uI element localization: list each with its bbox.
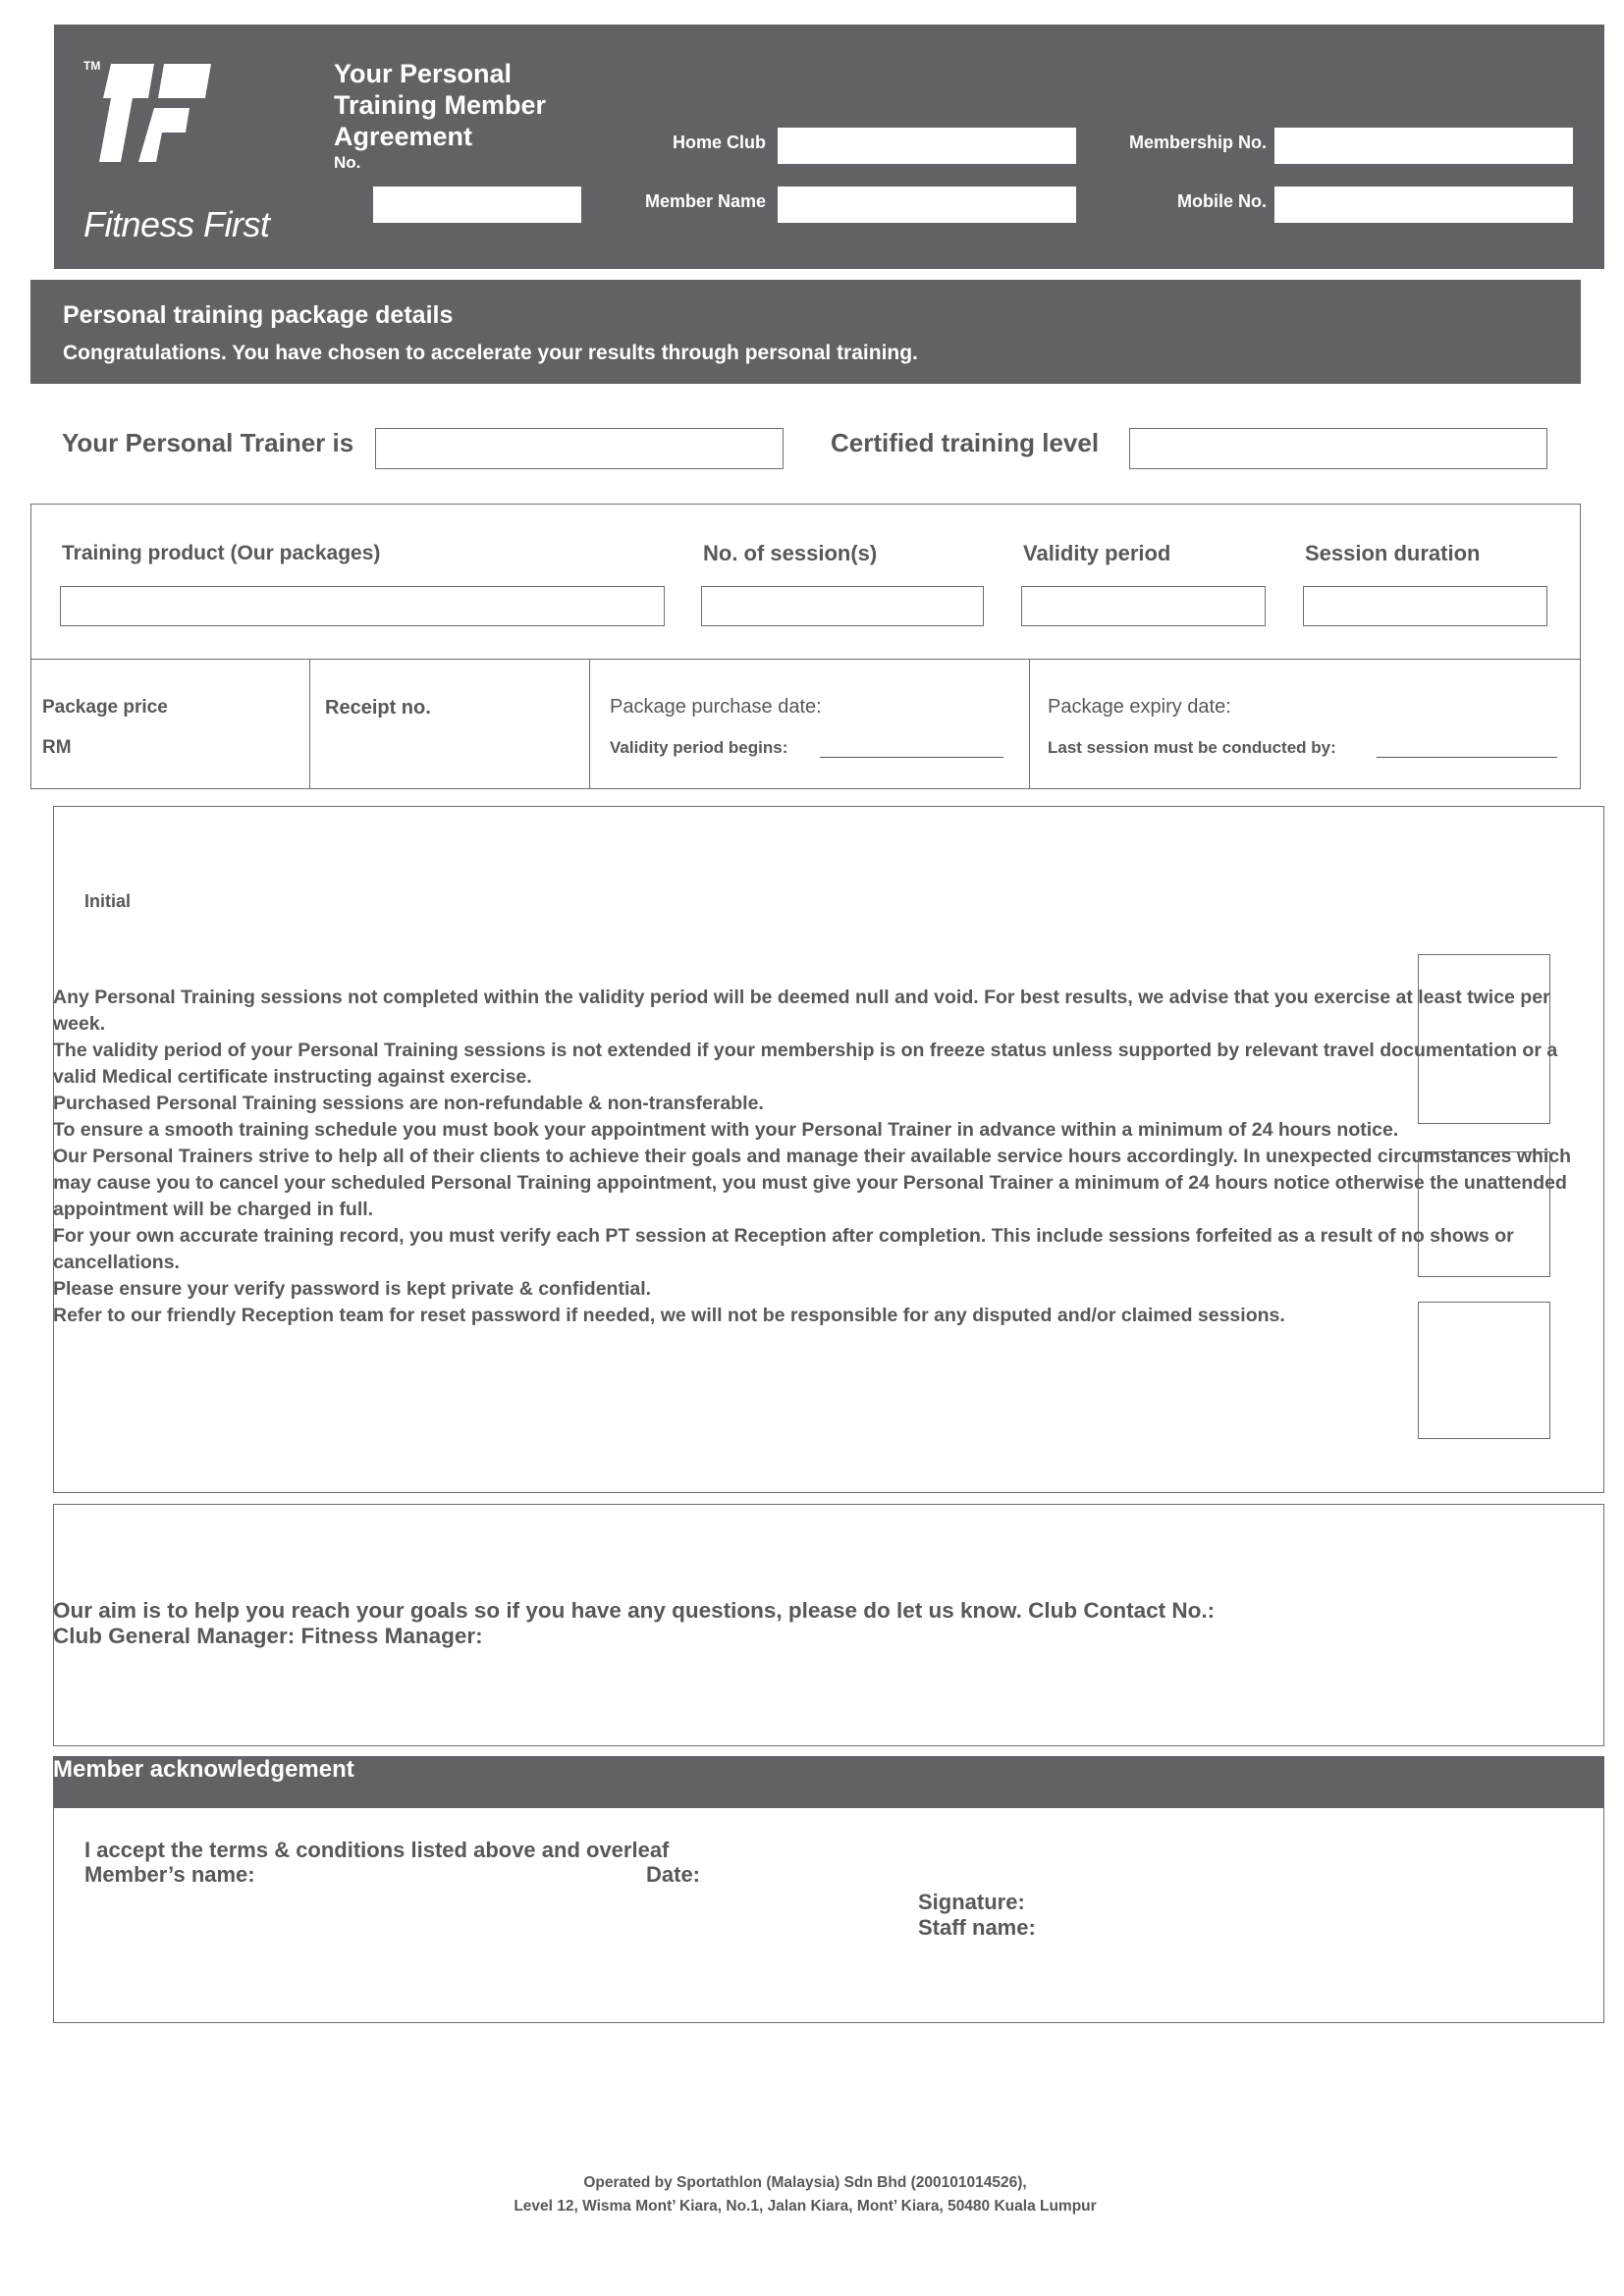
contact-line-1: Our aim is to help you reach your goals so if you have any questions, please do let us know. Club Contact No.:	[53, 1598, 1216, 1623]
membership-no-label: Membership No.	[1128, 133, 1267, 152]
fitness-first-logo	[83, 59, 280, 255]
training-product-suffix: (Our packages)	[230, 542, 381, 564]
last-session-label: Last session must be conducted by:	[1048, 738, 1336, 757]
date-label: Date:	[646, 1862, 701, 1887]
agreement-no-field[interactable]	[373, 187, 581, 223]
currency-label: RM	[42, 737, 72, 758]
logo-wordmark: Fitness First	[83, 204, 270, 244]
footer-line-2: Level 12, Wisma Mont’ Kiara, No.1, Jalan Kiara, Mont’ Kiara, 50480 Kuala Lumpur	[514, 2198, 1097, 2215]
trademark-label: TM	[83, 59, 101, 73]
title-line-1: Your Personal	[334, 59, 513, 88]
member-name-ack-label: Member’s name:	[84, 1862, 255, 1887]
package-banner-title: Personal training package details	[63, 301, 454, 329]
member-name-field[interactable]	[778, 187, 1076, 223]
acknowledgement-title: Member acknowledgement	[53, 1756, 354, 1783]
validity-begins-line[interactable]	[820, 757, 1003, 758]
purchase-divider-2	[589, 659, 590, 789]
purchase-date-label: Package purchase date:	[610, 696, 822, 718]
member-name-label: Member Name	[644, 191, 766, 211]
terms-line-5: Our Personal Trainers strive to help all of their clients to achieve their goals and manage their available service hours accordingly. In unexpected circumstances which may cause you to cancel your scheduled Personal Training appointment, you must give your Personal Trainer a minimum of 24 hours notice otherwise the unattended appointment will be charged in full.	[53, 1146, 1572, 1220]
training-product-label	[62, 542, 380, 565]
expiry-date-label: Package expiry date:	[1048, 696, 1231, 718]
terms-line-3: Purchased Personal Training sessions are non-refundable & non-transferable.	[53, 1093, 764, 1114]
trainer-field[interactable]	[375, 428, 784, 469]
terms-line-8: Refer to our friendly Reception team for reset password if needed, we will not be responsible for any disputed and/or claimed sessions.	[53, 1305, 1285, 1326]
logo-f-mark	[93, 59, 221, 167]
home-club-field[interactable]	[778, 128, 1076, 164]
terms-line-2: The validity period of your Personal Training sessions is not extended if your membership is on freeze status unless supported by relevant travel documentation or a valid Medical certificate instructing against exercise.	[53, 1040, 1558, 1088]
last-session-line[interactable]	[1377, 757, 1557, 758]
validity-begins-label: Validity period begins:	[610, 738, 788, 757]
membership-no-field[interactable]	[1274, 128, 1573, 164]
footer	[0, 2171, 1610, 2218]
purchase-divider-3	[1029, 659, 1030, 789]
purchase-divider-1	[309, 659, 310, 789]
validity-period-field[interactable]	[1021, 586, 1266, 626]
agreement-title	[334, 58, 546, 152]
terms-text	[53, 985, 1599, 1329]
agreement-no-label: No.	[334, 153, 361, 172]
session-duration-field[interactable]	[1303, 586, 1547, 626]
signature-label: Signature:	[918, 1890, 1025, 1914]
package-banner-subtitle: Congratulations. You have chosen to accelerate your results through personal training.	[63, 342, 918, 364]
footer-line-1: Operated by Sportathlon (Malaysia) Sdn Bhd (200101014526),	[583, 2174, 1027, 2191]
accept-terms-text: I accept the terms & conditions listed above and overleaf	[84, 1838, 670, 1862]
sessions-label: No. of session(s)	[703, 541, 878, 565]
session-duration-label: Session duration	[1305, 541, 1481, 565]
package-banner	[30, 280, 1581, 384]
sessions-field[interactable]	[701, 586, 984, 626]
package-price-label: Package price	[42, 697, 168, 718]
terms-line-1: Any Personal Training sessions not completed within the validity period will be deemed null and void. For best results, we advise that you exercise at least twice per week.	[53, 987, 1550, 1035]
header-panel	[54, 25, 1604, 269]
terms-line-6: For your own accurate training record, you must verify each PT session at Reception after completion. This include sessions forfeited as a result of no shows or cancellations.	[53, 1225, 1514, 1273]
title-line-2: Training Member	[334, 90, 547, 120]
staff-name-label: Staff name:	[918, 1915, 1036, 1940]
initial-label: Initial	[84, 891, 132, 911]
home-club-label: Home Club	[672, 133, 766, 152]
acknowledgement-header	[53, 1756, 1604, 1808]
terms-line-4: To ensure a smooth training schedule you must book your appointment with your Personal Trainer in advance within a minimum of 24 hours notice.	[53, 1119, 1399, 1141]
mobile-no-field[interactable]	[1274, 187, 1573, 223]
validity-period-label: Validity period	[1023, 541, 1171, 565]
title-line-3: Agreement	[334, 122, 473, 151]
receipt-no-label: Receipt no.	[325, 697, 431, 719]
training-product-text: Training product	[62, 542, 225, 564]
certified-level-label: Certified training level	[831, 428, 1100, 457]
terms-line-7: Please ensure your verify password is kept private & confidential.	[53, 1278, 652, 1300]
certified-level-field[interactable]	[1129, 428, 1547, 469]
trainer-label: Your Personal Trainer is	[62, 428, 354, 457]
product-divider	[30, 659, 1581, 660]
mobile-no-label: Mobile No.	[1177, 191, 1267, 211]
training-product-field[interactable]	[60, 586, 665, 626]
contact-line-2: Club General Manager: Fitness Manager:	[53, 1624, 483, 1648]
